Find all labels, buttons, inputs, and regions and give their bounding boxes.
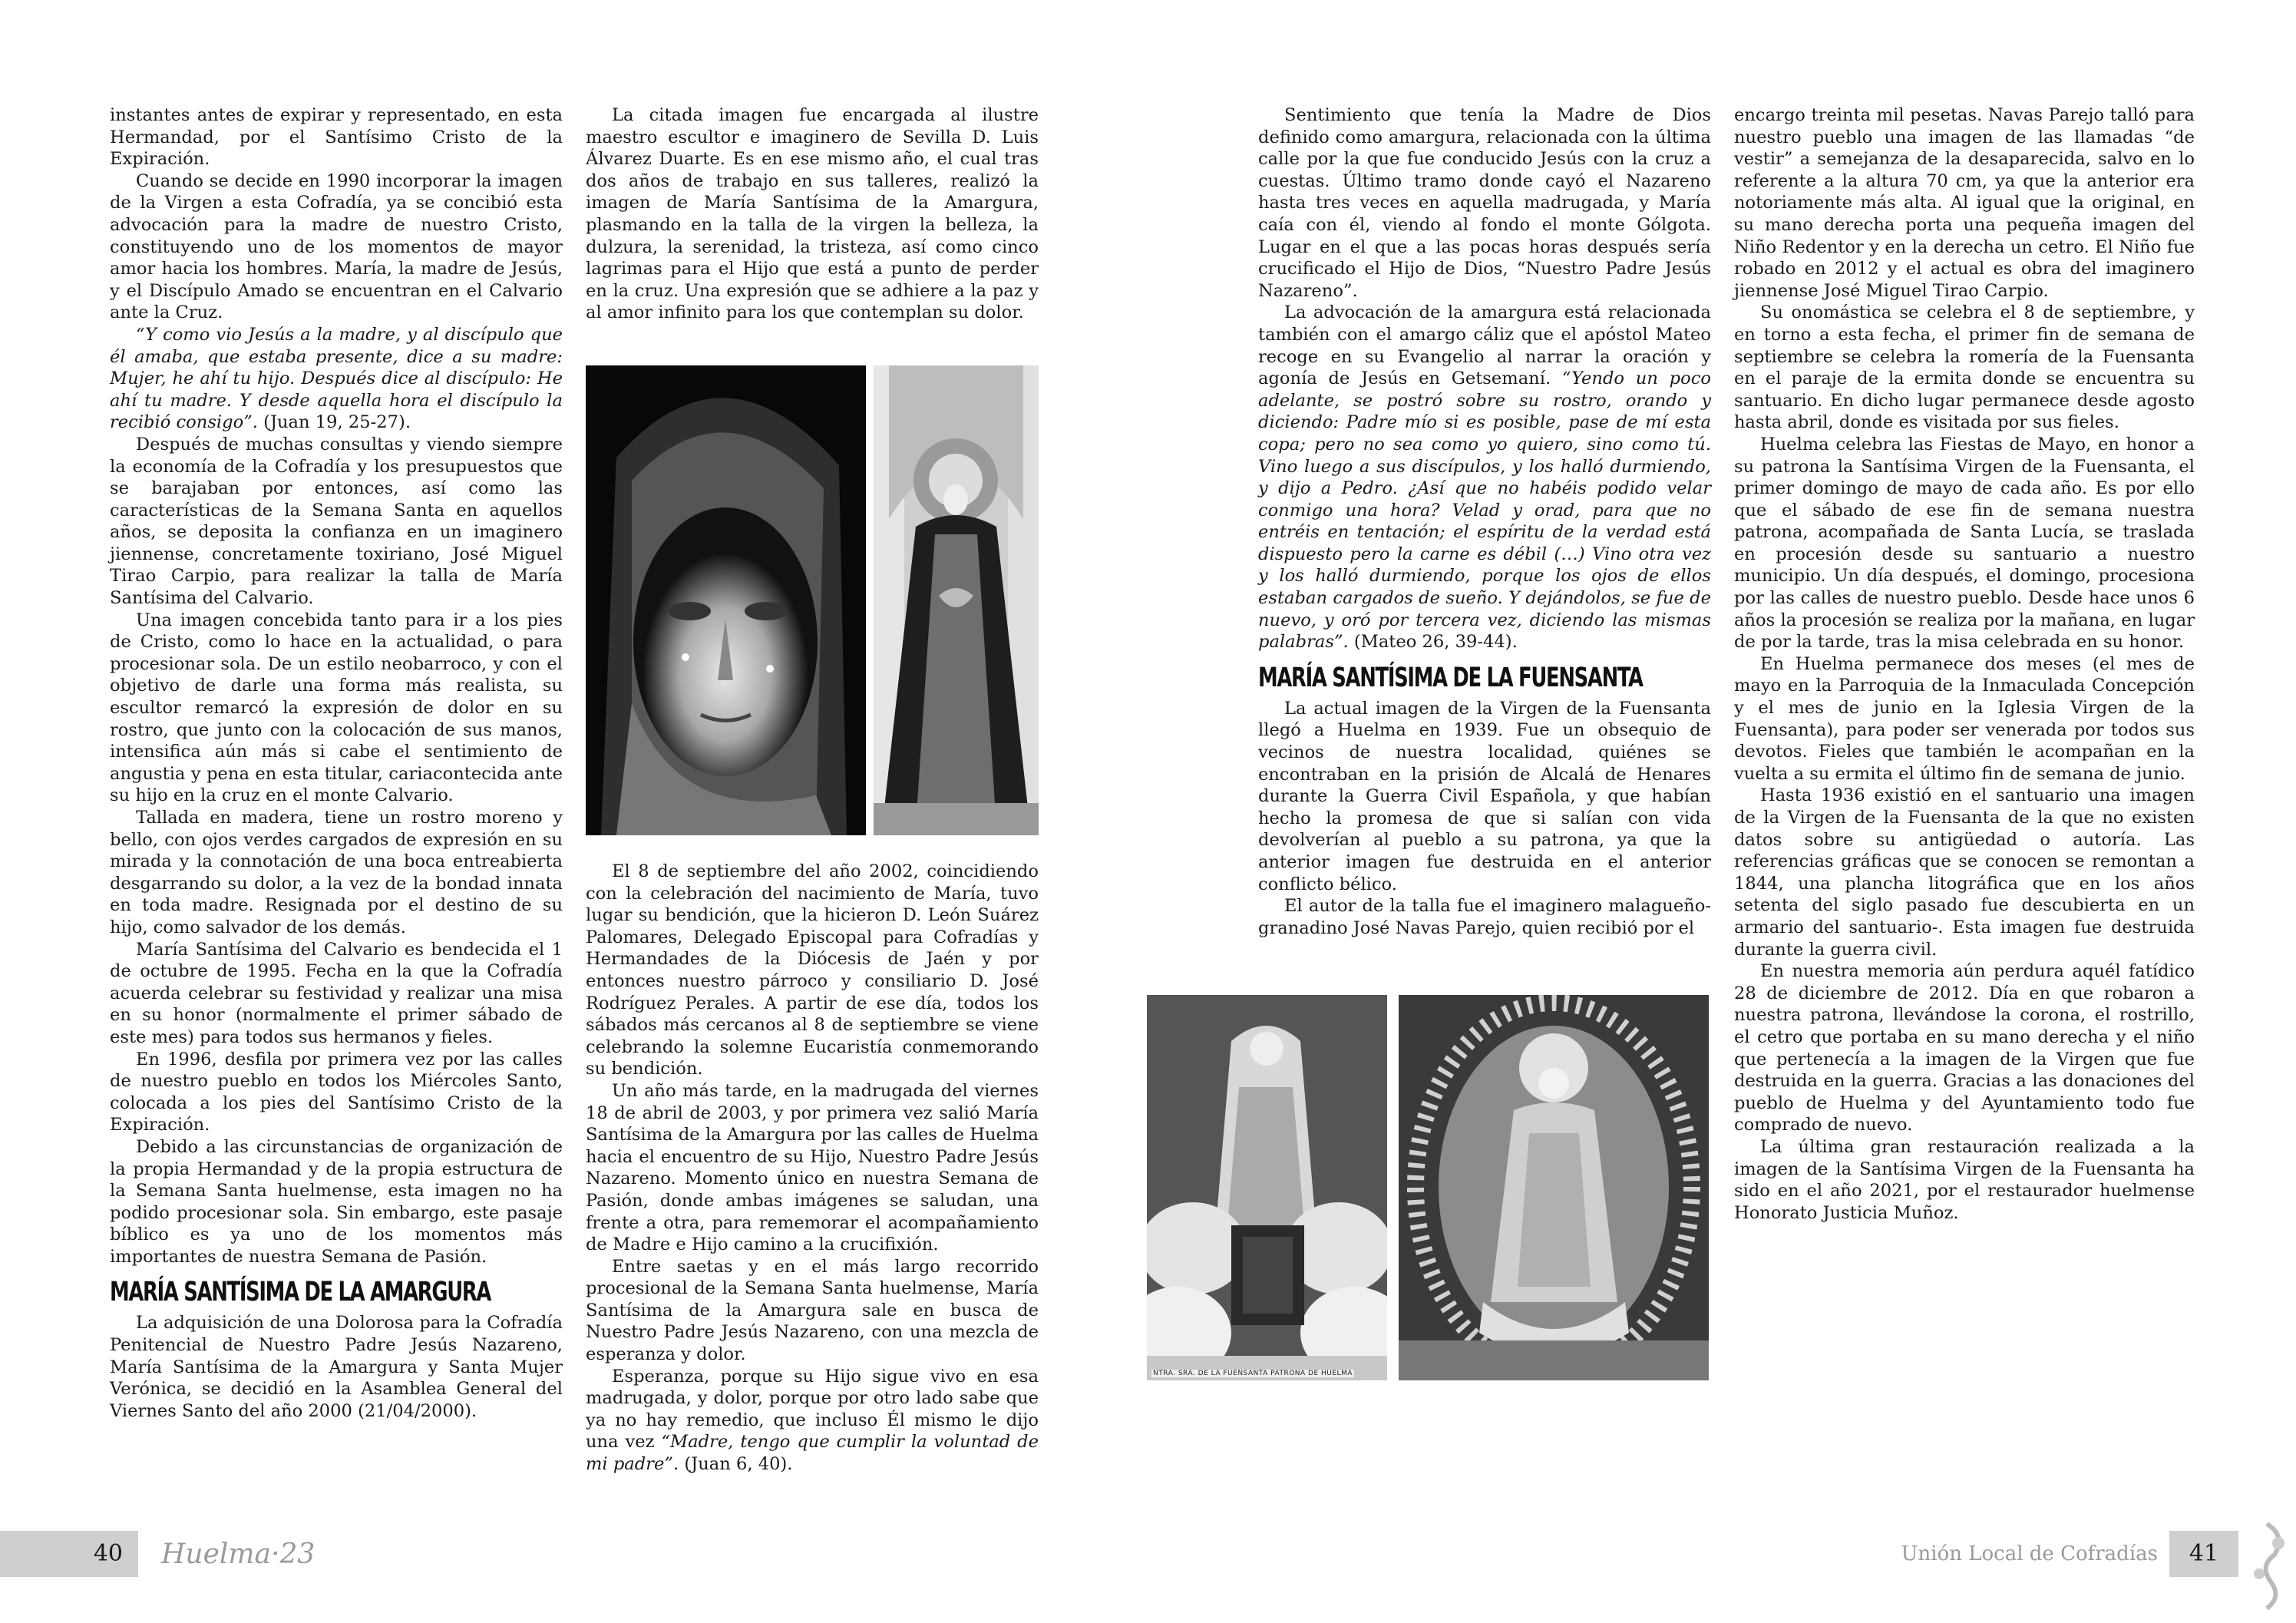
paragraph: Su onomástica se celebra el 8 de septiembre, y en torno a esta fecha, el primer fin de semana de septiembre se celebra la romería de la Fuensanta en el paraje de la ermita donde se encuentra su santuario. En dicho lugar permanece desde agosto hasta abril, donde es visitada por sus fieles. [1734,302,2195,433]
footer-label: Unión Local de Cofradías [1901,1542,2158,1565]
magazine-logo: Huelma·23 [161,1539,315,1570]
paragraph: Cuando se decide en 1990 incorporar la imagen de la Virgen a esta Cofradía, ya se concibió esta advocación para la madre de nuestro Cristo, constituyendo uno de los momentos de mayor amor hacia los hombres. María, la madre de Jesús, y el Discípulo Amado se encuentran en el Calvario ante la Cruz. [110,170,563,323]
photo-amargura-paso [874,365,1039,835]
paragraph: Un año más tarde, en la madrugada del viernes 18 de abril de 2003, y por primera vez salió María Santísima de la Amargura por las calles de Huelma hacia el encuentro de su Hijo, Nuestro Padre Jesús Nazareno. Momento único en nuestra Semana de Pasión, donde ambas imágenes se saludan, una frente a otra, para rememorar el acompañamiento de Madre e Hijo camino a la crucifixión. [586,1080,1039,1255]
paragraph: instantes antes de expirar y representado, en esta Hermandad, por el Santísimo Cristo de la Expiración. [110,105,563,170]
paragraph: María Santísima del Calvario es bendecida el 1 de octubre de 1995. Fecha en la que la Cofradía acuerda celebrar su festividad y realizar una misa en su honor (normalmente el primer sábado de este mes) para todos sus hermanos y fieles. [110,939,563,1047]
paragraph: Tallada en madera, tiene un rostro moreno y bello, con ojos verdes cargados de expresión en su mirada y la connotación de una boca entreabierta desgarrando su dolor, a la vez de la bondad innata en toda madre. Resignada por el destino de su hijo, como salvador de los demás. [110,808,563,937]
paragraph: Sentimiento que tenía la Madre de Dios definido como amargura, relacionada con la última calle por la que fue conducido Jesús con la cruz a cuestas. Último tramo donde cayó el Nazareno hasta tres veces en aquella madrugada, y María caía con él, viendo al fondo el monte Gólgota. Lugar en el que a las pocas horas después sería crucificado el Hijo de Dios, “Nuestro Padre Jesús Nazareno”. [1258,105,1711,301]
paragraph: Después de muchas consultas y viendo siempre la economía de la Cofradía y los presupuestos que se barajaban por entonces, así como las características de la Semana Santa en aquellos años, se deposita la confianza en un imaginero jiennense, concretamente toxiriano, José Miguel Tirao Carpio, para realizar la talla de María Santísima del Calvario. [110,434,563,609]
paragraph: La última gran restauración realizada a la imagen de la Santísima Virgen de la Fuensanta ha sido en el año 2021, por el restaurador huelmense Honorato Justicia Muñoz. [1734,1136,2195,1223]
bible-quote: “Madre, tengo que cumplir la voluntad de mi padre”. [586,1432,1039,1475]
photo-fuensanta-historic [1147,995,1387,1380]
paragraph: Huelma celebra las Fiestas de Mayo, en honor a su patrona la Santísima Virgen de la Fuensanta, el primer domingo de mayo de cada año. Es por ello que el sábado de ese fin de semana nuestra patrona, acompañada de Santa Lucía, se traslada en procesión desde su santuario a nuestro municipio. Un día después, el domingo, procesiona por las calles de nuestro pueblo. Desde hace unos 6 años la procesión se realiza por la mañana, en lugar de por la tarde, tras la misa celebrada en su honor. [1734,434,2195,653]
ornament-icon [2244,1520,2290,1612]
photo-amargura-face [586,365,866,835]
paragraph: El 8 de septiembre del año 2002, coincidiendo con la celebración del nacimiento de María, tuvo lugar su bendición, que la hicieron D. León Suárez Palomares, Delegado Episcopal para Cofradías y Hermandades de la Diócesis de Jaén y por entonces nuestro párroco y consiliario D. José Rodríguez Perales. A partir de ese día, todos los sábados más cercanos al 8 de septiembre se viene celebrando la solemne Eucaristía conmemorando su bendición. [586,861,1039,1079]
paragraph [110,324,563,434]
section-heading-fuensanta: MARÍA SANTÍSIMA DE LA FUENSANTA [1258,662,1643,693]
section-heading-amargura: MARÍA SANTÍSIMA DE LA AMARGURA [110,1277,491,1308]
paragraph: En Huelma permanece dos meses (el mes de mayo en la Parroquia de la Inmaculada Concepción y el mes de junio en la Iglesia Virgen de la Fuensanta), para poder ser venerada por todos sus devotos. Fieles que también le acompañan en la vuelta a su ermita el último fin de semana de junio. [1734,653,2195,784]
paragraph: La adquisición de una Dolorosa para la Cofradía Penitencial de Nuestro Padre Jesús Nazareno, María Santísima de la Amargura y Santa Mujer Verónica, se decidió en la Asamblea General del Viernes Santo del año 2000 (21/04/2000). [110,1313,563,1421]
text-column-2 [586,104,1039,324]
bible-reference: (Juan 19, 25-27). [257,412,411,433]
paragraph: En nuestra memoria aún perdura aquél fatídico 28 de diciembre de 2012. Día en que robaron a nuestra patrona, llevándose la corona, el rostrillo, el cetro que portaba en su mano derecha y el niño que pertenecía a la imagen de la Virgen que fue destruida en la guerra. Gracias a las donaciones del pueblo de Huelma y del Ayuntamiento todo fue comprado de nuevo. [1734,961,2195,1135]
page-number-right: 41 [2169,1531,2238,1577]
paragraph: La advocación de la amargura está relacionada también con el amargo cáliz que el apóstol Mateo recoge en su Evangelio al narrar la oración y agonía de Jesús en Getsemaní. “Yendo un poco adelante, se postró sobre su rostro, orando y diciendo: Padre mío si es posible, pase de mí esta copa; pero no sea como yo quiero, sino como tú. Vino luego a sus discípulos, y los halló durmiendo, y dijo a Pedro. ¿Así que no habéis podido velar conmigo una hora? Velad y orad, para que no entréis en tentación; el espíritu de la verdad está dispuesto pero la carne es débil (…) Vino otra vez y los halló durmiendo, porque los ojos de ellos estaban cargados de sueño. Y dejándolos, se fue de nuevo, y oró por tercera vez, diciendo las mismas palabras”. (Mateo 26, 39-44). [1258,302,1711,653]
text-column-2-continued [586,861,1039,1476]
bible-reference: (Juan 6, 40). [679,1454,793,1475]
paragraph: Hasta 1936 existió en el santuario una imagen de la Virgen de la Fuensanta de la que no existen datos sobre su antigüedad o autoría. Las referencias gráficas que se conocen se remontan a 1844, una plancha litográfica que en los años setenta del siglo pasado fue descubierta en un armario del santuario-. Esta imagen fue destruida durante la guerra civil. [1734,785,2195,960]
paragraph: Entre saetas y en el más largo recorrido procesional de la Semana Santa huelmense, María Santísima de la Amargura sale en busca de Nuestro Padre Jesús Nazareno, con una mezcla de esperanza y dolor. [586,1256,1039,1365]
paragraph: El autor de la talla fue el imaginero malagueño-granadino José Navas Parejo, quien recibió por el [1258,896,1711,938]
paragraph: La citada imagen fue encargada al ilustre maestro escultor e imaginero de Sevilla D. Luis Álvarez Duarte. Es en ese mismo año, el cual tras dos años de trabajo en sus talleres, realizó la imagen de María Santísima de la Amargura, plasmando en la talla de la virgen la belleza, la dulzura, la serenidad, la tristeza, así como cinco lagrimas para el Hijo que está a punto de perder en la cruz. Una expresión que se adhiere a la paz y al amor infinito para los que contemplan su dolor. [586,105,1039,323]
paragraph: Debido a las circunstancias de organización de la propia Hermandad y de la propia estructura de la Semana Santa huelmense, esta imagen no ha podido procesionar sola. Sin embargo, este pasaje bíblico es ya uno de los momentos más importantes de nuestra Semana de Pasión. [110,1136,563,1267]
photo-caption: NTRA. SRA. DE LA FUENSANTA PATRONA DE HUELMA [1153,1370,1353,1377]
bible-reference: (Mateo 26, 39-44). [1348,632,1518,653]
photo-fuensanta-throne [1399,995,1709,1380]
text-column-3 [1258,104,1711,939]
text-column-1 [110,104,563,1422]
text-column-4 [1734,104,2195,1224]
paragraph: encargo treinta mil pesetas. Navas Parejo talló para nuestro pueblo una imagen de las llamadas “de vestir” a semejanza de la desaparecida, salvo en lo referente a la altura 70 cm, ya que la anterior era notoriamente más alta. Al igual que la original, en su mano derecha porta una pequeña imagen del Niño Redentor y en la derecha un cetro. El Niño fue robado en 2012 y el actual es obra del imaginero jiennense José Miguel Tirao Carpio. [1734,105,2195,301]
bible-quote: “Yendo un poco adelante, se postró sobre su rostro, orando y diciendo: Padre mío si es posible, pase de mí esta copa; pero no sea como yo quiero, sino como tú. Vino luego a sus discípulos, y los halló durmiendo, y dijo a Pedro. ¿Así que no habéis podido velar conmigo una hora? Velad y orad, para que no entréis en tentación; el espíritu de la verdad está dispuesto pero la carne es débil (…) Vino otra vez y los halló durmiendo, porque los ojos de ellos estaban cargados de sueño. Y dejándolos, se fue de nuevo, y oró por tercera vez, diciendo las mismas palabras”. [1258,369,1711,653]
paragraph: En 1996, desfila por primera vez por las calles de nuestro pueblo en todos los Miércoles Santo, colocada a los pies del Santísimo Cristo de la Expiración. [110,1049,563,1135]
page-number-left: 40 [0,1531,138,1577]
paragraph: Una imagen concebida tanto para ir a los pies de Cristo, como lo hace en la actualidad, o para procesionar sola. De un estilo neobarroco, y con el objetivo de darle una forma más realista, su escultor remarcó la expresión de dolor en su rostro, que junto con la colocación de sus manos, intensifica aún más si cabe el sentimiento de angustia y pena en esta titular, cariacontecida ante su hijo en la cruz en el monte Calvario. [110,610,563,806]
bible-quote: “Y como vio Jesús a la madre, y al discípulo que él amaba, que estaba presente, dice a su madre: Mujer, he ahí tu hijo. Después dice al discípulo: He ahí tu madre. Y desde aquella hora el discípulo la recibió consigo”. [110,324,563,433]
paragraph: La actual imagen de la Virgen de la Fuensanta llegó a Huelma en 1939. Fue un obsequio de vecinos de nuestra localidad, quiénes se encontraban en la prisión de Alcalá de Henares durante la Guerra Civil Española, y que habían hecho la promesa de que si salían con vida devolverían al pueblo a su patrona, ya que la anterior imagen fue destruida en el anterior conflicto bélico. [1258,698,1711,894]
paragraph: Esperanza, porque su Hijo sigue vivo en esa madrugada, y dolor, porque por otro lado sabe que ya no hay remedio, que incluso Él mismo le dijo una vez “Madre, tengo que cumplir la voluntad de mi padre”. (Juan 6, 40). [586,1366,1039,1475]
